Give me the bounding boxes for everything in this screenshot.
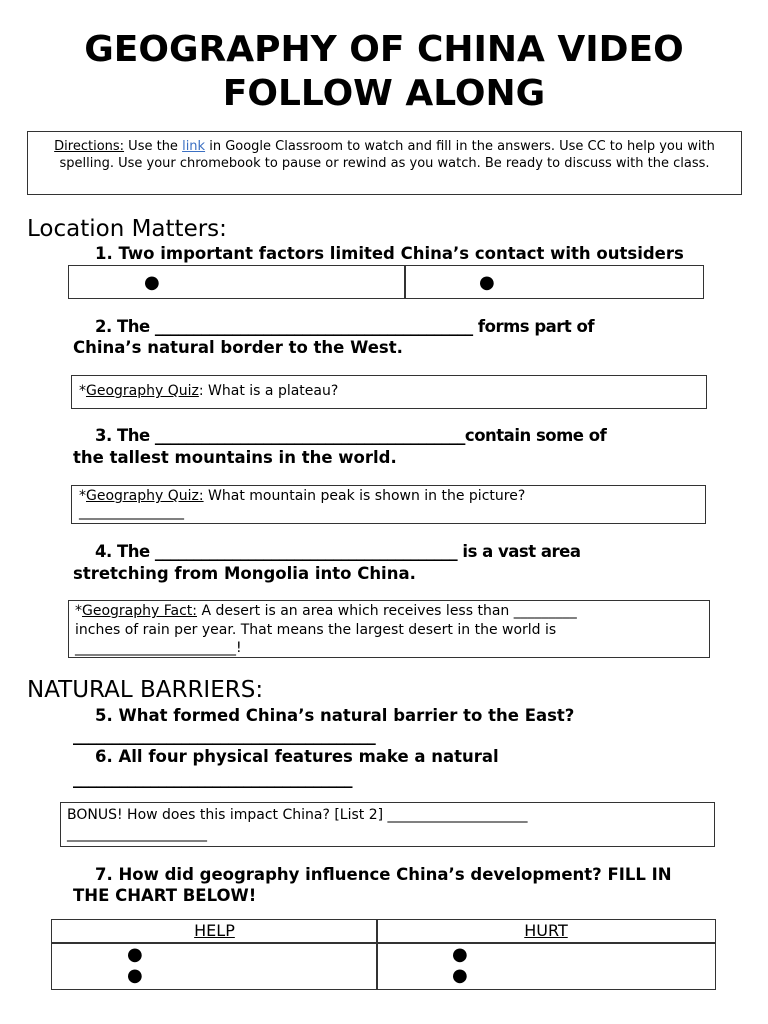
geography-quiz-1	[71, 375, 707, 409]
q1-answer-cell-right[interactable]	[404, 265, 704, 299]
bonus-box	[60, 802, 715, 847]
geography-quiz-2	[71, 485, 706, 524]
question-3-line-1: 3. The ________________________________________contain some of	[95, 426, 607, 445]
quiz-label: Geography Quiz:	[86, 488, 204, 504]
question-4-line-1: 4. The _______________________________________ is a vast area	[95, 542, 581, 561]
fact-text-3: _______________________!	[75, 640, 242, 656]
quiz-star: *	[79, 488, 86, 504]
chart-header-help: HELP	[51, 919, 378, 944]
bullet-icon: ●	[452, 965, 468, 986]
geography-fact	[68, 600, 710, 658]
section-natural-barriers: NATURAL BARRIERS:	[27, 677, 264, 703]
question-4-line-2: stretching from Mongolia into China.	[73, 564, 416, 583]
directions-text-2: in Google Classroom to watch and fill in the answers. Use CC to help you with spelling. Use your chromebook to pause or rewind as you watch. Be ready to discuss with the class.	[59, 139, 715, 171]
bullet-icon: ●	[144, 272, 160, 293]
bullet-icon: ●	[479, 272, 495, 293]
directions-label: Directions:	[54, 139, 125, 154]
quiz-text: : What is a plateau?	[198, 383, 339, 399]
q1-answer-cell-left[interactable]	[68, 265, 406, 299]
bullet-icon: ●	[127, 944, 143, 965]
section-location-matters: Location Matters:	[27, 216, 227, 242]
fact-star: *	[75, 603, 82, 619]
question-7-line-1: 7. How did geography influence China’s development? FILL IN	[95, 865, 672, 884]
directions-text-1: Use the	[124, 139, 183, 154]
quiz-label: Geography Quiz	[86, 383, 199, 399]
fact-label: Geography Fact:	[82, 603, 197, 619]
chart-hurt-cell[interactable]	[376, 942, 716, 990]
question-7-line-2: THE CHART BELOW!	[73, 886, 257, 905]
fact-text-1: A desert is an area which receives less than _________	[197, 603, 577, 619]
bullet-icon: ●	[452, 944, 468, 965]
page-title-line-2: FOLLOW ALONG	[222, 73, 546, 114]
question-2-line-2: China’s natural border to the West.	[73, 338, 403, 357]
question-6-line-1: 6. All four physical features make a natural	[95, 747, 499, 766]
quiz-answer-blank[interactable]: _______________	[79, 504, 184, 520]
fact-text-2: inches of rain per year. That means the largest desert in the world is	[75, 621, 557, 638]
bonus-text-2: ____________________	[67, 826, 207, 842]
quiz-text: What mountain peak is shown in the picture?	[203, 488, 526, 504]
page-title-line-1: GEOGRAPHY OF CHINA VIDEO	[84, 29, 684, 70]
classroom-link[interactable]: link	[182, 139, 206, 154]
quiz-star: *	[79, 383, 86, 399]
question-5-answer-blank[interactable]: _______________________________________	[73, 726, 376, 745]
question-1: 1. Two important factors limited China’s contact with outsiders	[95, 244, 684, 263]
chart-header-hurt: HURT	[376, 919, 716, 944]
question-3-line-2: the tallest mountains in the world.	[73, 448, 397, 467]
question-6-answer-blank[interactable]: ____________________________________	[73, 769, 352, 788]
question-5-line-1: 5. What formed China’s natural barrier to the East?	[95, 706, 575, 725]
chart-help-cell[interactable]	[51, 942, 378, 990]
question-2-line-1: 2. The _________________________________________ forms part of	[95, 317, 595, 336]
bullet-icon: ●	[127, 965, 143, 986]
bonus-text-1: BONUS! How does this impact China? [List 2] ____________________	[67, 807, 528, 823]
directions-box	[27, 131, 742, 195]
